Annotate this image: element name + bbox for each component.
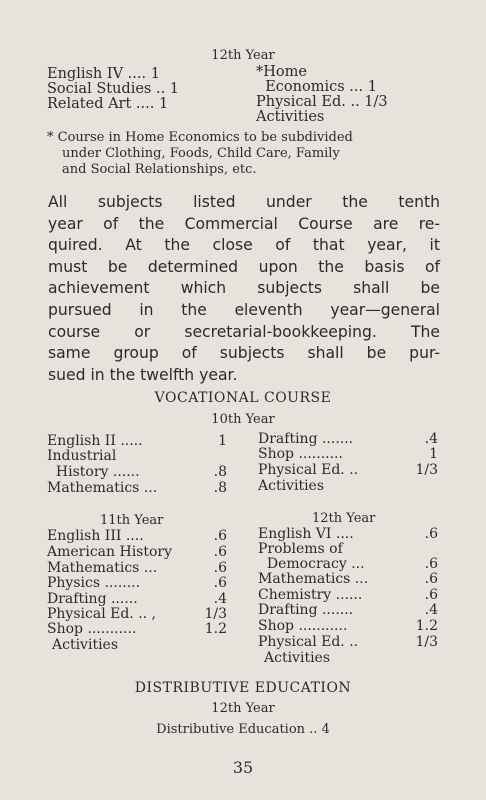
- subject-credit: .6: [213, 575, 227, 591]
- paragraph-line: must be determined upon the basis of: [48, 257, 440, 276]
- paragraph-line: same group of subjects shall be pur-: [48, 344, 440, 363]
- subject-line: Social Studies .. 1: [47, 81, 180, 97]
- subject-row: [264, 651, 444, 666]
- subject-name: American History: [47, 544, 173, 560]
- subject-line: Related Art .... 1: [47, 96, 169, 112]
- subject-credit: .4: [424, 431, 438, 447]
- distributive-subject-line: Distributive Education .. 4: [156, 722, 330, 737]
- subject-name: History ......: [47, 464, 140, 480]
- subject-row: [258, 432, 438, 447]
- subject-row: [47, 561, 227, 576]
- subject-name: Activities: [258, 478, 325, 494]
- commercial-course-paragraph: [48, 192, 440, 386]
- subject-row: [258, 447, 438, 462]
- tenth-year-heading: 10th Year: [211, 412, 275, 427]
- subject-name: Problems of: [258, 541, 343, 557]
- subject-line: Economics ... 1: [256, 79, 377, 95]
- subject-name: Democracy ...: [258, 556, 365, 572]
- subject-credit: .6: [424, 571, 438, 587]
- page-number: 35: [232, 758, 254, 777]
- subject-credit: .6: [213, 560, 227, 576]
- footnote-line: * Course in Home Economics to be subdivided: [47, 130, 353, 145]
- subject-row: [47, 481, 227, 496]
- subject-row: [258, 619, 438, 634]
- subject-name: Mathematics ...: [47, 480, 158, 496]
- subject-name: Industrial: [47, 448, 117, 464]
- subject-name: English III ....: [47, 528, 144, 544]
- subject-row: [258, 463, 438, 478]
- subject-row: [52, 638, 232, 653]
- paragraph-line: sued in the twelfth year.: [48, 365, 238, 384]
- twelfth-year-heading: 12th Year: [312, 511, 376, 526]
- paragraph-line: quired. At the close of that year, it: [48, 236, 440, 255]
- subject-name: Shop ...........: [47, 621, 137, 637]
- subject-row: [258, 603, 438, 618]
- paragraph-line: pursued in the eleventh year—general: [48, 300, 440, 319]
- subject-row: [258, 479, 438, 494]
- section-heading-12th-year: 12th Year: [211, 48, 275, 63]
- subject-name: Activities: [52, 637, 119, 653]
- subject-name: Drafting .......: [258, 431, 354, 447]
- paragraph-line: All subjects listed under the tenth: [48, 193, 440, 211]
- paragraph-line: achievement which subjects shall be: [48, 279, 440, 298]
- subject-name: Mathematics ...: [47, 560, 158, 576]
- subject-name: Physical Ed. .. ,: [47, 606, 157, 622]
- subject-row: [258, 635, 438, 650]
- subject-name: Physics ........: [47, 575, 141, 591]
- subject-row: [47, 545, 227, 560]
- subject-name: Drafting .......: [258, 602, 354, 618]
- subject-row: [47, 449, 227, 464]
- subject-credit: 1.2: [415, 618, 438, 634]
- subject-name: Mathematics ...: [258, 571, 369, 587]
- subject-row: [258, 572, 438, 587]
- subject-name: Shop ..........: [258, 446, 343, 462]
- subject-row: [258, 527, 438, 542]
- subject-line: Activities: [256, 109, 325, 125]
- subject-credit: .8: [213, 464, 227, 480]
- subject-row: [47, 592, 227, 607]
- subject-line: Physical Ed. .. 1/3: [256, 94, 388, 110]
- subject-name: English VI ....: [258, 526, 354, 542]
- subject-name: Shop ...........: [258, 618, 348, 634]
- distributive-year-heading: 12th Year: [211, 701, 275, 716]
- paragraph-line: year of the Commercial Course are re-: [48, 214, 440, 233]
- subject-credit: .4: [213, 591, 227, 607]
- subject-row: [258, 557, 438, 572]
- subject-credit: .8: [213, 480, 227, 496]
- subject-line: *Home: [256, 64, 307, 80]
- subject-row: [258, 588, 438, 603]
- subject-credit: 1: [429, 446, 438, 462]
- subject-credit: 1/3: [415, 462, 438, 478]
- eleventh-year-heading: 11th Year: [100, 513, 164, 528]
- subject-row: [258, 542, 438, 557]
- subject-credit: .4: [424, 602, 438, 618]
- subject-credit: 1/3: [204, 606, 227, 622]
- subject-credit: .6: [424, 526, 438, 542]
- distributive-education-title: DISTRIBUTIVE EDUCATION: [134, 680, 352, 696]
- subject-row: [47, 465, 227, 480]
- subject-name: Drafting ......: [47, 591, 138, 607]
- subject-row: [47, 434, 227, 449]
- subject-credit: .6: [213, 528, 227, 544]
- subject-credit: .6: [213, 544, 227, 560]
- subject-row: [47, 576, 227, 591]
- subject-credit: 1/3: [415, 634, 438, 650]
- paragraph-line: course or secretarial-bookkeeping. The: [48, 322, 440, 341]
- subject-name: Physical Ed. ..: [258, 462, 359, 478]
- subject-name: Physical Ed. ..: [258, 634, 359, 650]
- subject-credit: .6: [424, 587, 438, 603]
- vocational-course-title: VOCATIONAL COURSE: [154, 390, 332, 406]
- subject-name: Chemistry ......: [258, 587, 363, 603]
- footnote-line: and Social Relationships, etc.: [62, 162, 257, 177]
- footnote-line: under Clothing, Foods, Child Care, Family: [62, 146, 340, 161]
- subject-credit: 1.2: [204, 621, 227, 637]
- subject-row: [47, 529, 227, 544]
- subject-line: English IV .... 1: [47, 66, 160, 82]
- subject-name: English II .....: [47, 433, 143, 449]
- subject-credit: 1: [218, 433, 227, 449]
- subject-credit: .6: [424, 556, 438, 572]
- subject-row: [47, 622, 227, 637]
- subject-row: [47, 607, 227, 622]
- subject-name: Activities: [264, 650, 331, 666]
